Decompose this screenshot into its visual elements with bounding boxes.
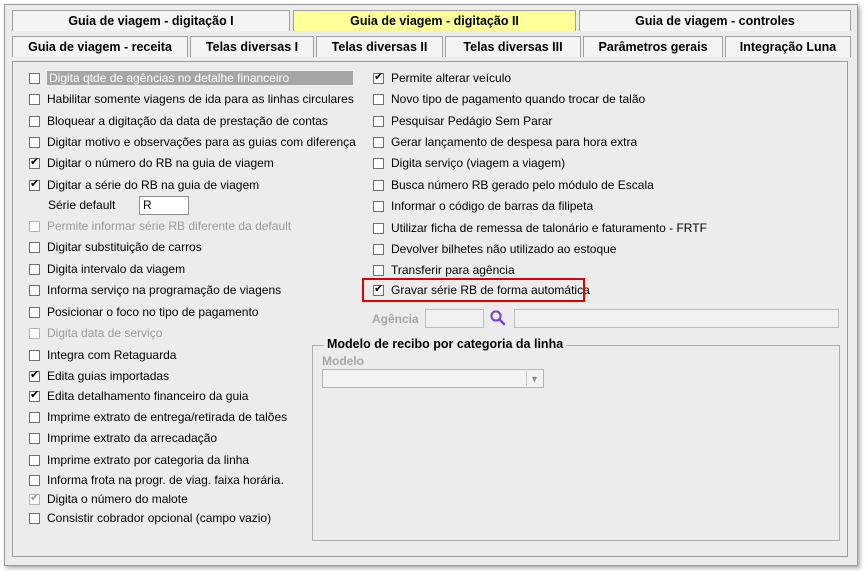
checkbox[interactable] xyxy=(29,371,40,382)
checkbox[interactable] xyxy=(29,350,40,361)
option-label: Imprime extrato de entrega/retirada de talões xyxy=(47,410,288,424)
checkbox[interactable] xyxy=(29,264,40,275)
checkbox[interactable] xyxy=(29,285,40,296)
option-servico-programacao[interactable] xyxy=(29,281,281,299)
checkbox[interactable] xyxy=(29,116,40,127)
option-label: Digita qtde de agências no detalhe financeiro xyxy=(47,71,353,85)
checkbox[interactable] xyxy=(29,433,40,444)
agencia-name-input xyxy=(514,309,839,328)
checkbox[interactable] xyxy=(373,244,384,255)
option-label: Utilizar ficha de remessa de talonário e faturamento - FRTF xyxy=(391,221,707,235)
highlight-box xyxy=(362,278,585,302)
option-label: Edita detalhamento financeiro da guia xyxy=(47,389,249,403)
checkbox[interactable] xyxy=(29,180,40,191)
option-label: Busca número RB gerado pelo módulo de Escala xyxy=(391,178,654,192)
tab-parametros-gerais[interactable]: Parâmetros gerais xyxy=(583,36,723,57)
option-label: Permite alterar veículo xyxy=(391,71,512,85)
option-label: Digitar substituição de carros xyxy=(47,240,202,254)
option-pedagio-sem-parar[interactable] xyxy=(373,112,552,130)
checkbox[interactable] xyxy=(29,158,40,169)
option-label: Habilitar somente viagens de ida para as linhas circulares xyxy=(47,92,354,106)
option-bloquear-data[interactable] xyxy=(29,112,328,130)
option-retaguarda[interactable] xyxy=(29,346,176,364)
checkbox[interactable] xyxy=(373,94,384,105)
tab-telas-diversas-2[interactable]: Telas diversas II xyxy=(316,36,443,57)
option-label: Digita serviço (viagem a viagem) xyxy=(391,156,566,170)
checkbox[interactable] xyxy=(373,201,384,212)
option-qtde-agencias[interactable] xyxy=(29,69,353,87)
option-extrato-taloes[interactable] xyxy=(29,408,287,426)
option-digita-servico[interactable] xyxy=(373,154,565,172)
checkbox[interactable] xyxy=(29,242,40,253)
modelo-select[interactable] xyxy=(322,369,544,388)
option-frota-faixa[interactable] xyxy=(29,471,284,489)
checkbox[interactable] xyxy=(29,513,40,524)
option-label: Digitar o número do RB na guia de viagem xyxy=(47,156,274,170)
tab-guia-controles[interactable]: Guia de viagem - controles xyxy=(579,10,851,31)
option-label: Imprime extrato da arrecadação xyxy=(47,431,218,445)
checkbox[interactable] xyxy=(373,180,384,191)
option-label: Digita data de serviço xyxy=(47,326,163,340)
option-foco-pagamento[interactable] xyxy=(29,303,258,321)
option-label: Gerar lançamento de despesa para hora extra xyxy=(391,135,638,149)
checkbox[interactable] xyxy=(373,158,384,169)
agencia-code-input[interactable] xyxy=(425,309,484,328)
option-label: Consistir cobrador opcional (campo vazio) xyxy=(47,511,272,525)
option-label: Integra com Retaguarda xyxy=(47,348,177,362)
option-label: Edita guias importadas xyxy=(47,369,170,383)
checkbox[interactable] xyxy=(373,137,384,148)
checkbox[interactable] xyxy=(29,455,40,466)
checkbox[interactable] xyxy=(29,494,40,505)
option-label: Informar o código de barras da filipeta xyxy=(391,199,594,213)
tab-guia-receita[interactable]: Guia de viagem - receita xyxy=(12,36,188,57)
checkbox[interactable] xyxy=(29,307,40,318)
checkbox[interactable] xyxy=(29,73,40,84)
option-alterar-veiculo[interactable] xyxy=(373,69,511,87)
option-label: Pesquisar Pedágio Sem Parar xyxy=(391,114,553,128)
option-frtf[interactable] xyxy=(373,219,707,237)
option-devolver-bilhetes[interactable] xyxy=(373,240,616,258)
option-label: Gravar série RB de forma automática xyxy=(391,283,590,297)
option-novo-tipo-pagamento[interactable] xyxy=(373,90,645,108)
option-substituicao-carros[interactable] xyxy=(29,238,202,256)
checkbox[interactable] xyxy=(373,116,384,127)
search-icon[interactable] xyxy=(489,309,507,327)
option-detalhamento-financeiro[interactable] xyxy=(29,387,248,405)
option-numero-rb[interactable] xyxy=(29,154,274,172)
checkbox[interactable] xyxy=(29,137,40,148)
option-numero-malote[interactable] xyxy=(29,490,188,508)
option-serie-rb[interactable] xyxy=(29,176,259,194)
option-label: Digitar motivo e observações para as guias com diferença xyxy=(47,135,356,149)
tab-telas-diversas-1[interactable]: Telas diversas I xyxy=(190,36,314,57)
option-cobrador-opcional[interactable] xyxy=(29,509,271,527)
option-label: Digita intervalo da viagem xyxy=(47,262,186,276)
tab-integracao-luna[interactable]: Integração Luna xyxy=(725,36,851,57)
checkbox[interactable] xyxy=(29,328,40,339)
checkbox[interactable] xyxy=(373,223,384,234)
option-motivo-obs[interactable] xyxy=(29,133,356,151)
option-transferir-agencia[interactable] xyxy=(373,261,515,279)
option-label: Bloquear a digitação da data de prestação de contas xyxy=(47,114,328,128)
checkbox[interactable] xyxy=(373,265,384,276)
option-label: Informa frota na progr. de viag. faixa horária. xyxy=(47,473,284,487)
chevron-down-icon[interactable]: ▼ xyxy=(526,371,542,386)
option-serie-diferente[interactable] xyxy=(29,217,291,235)
option-busca-rb-escala[interactable] xyxy=(373,176,654,194)
option-despesa-hora-extra[interactable] xyxy=(373,133,637,151)
option-label: Digitar a série do RB na guia de viagem xyxy=(47,178,260,192)
checkbox[interactable] xyxy=(29,391,40,402)
tab-guia-digitacao-1[interactable]: Guia de viagem - digitação I xyxy=(12,10,290,31)
checkbox[interactable] xyxy=(29,221,40,232)
checkbox[interactable] xyxy=(29,475,40,486)
option-label: Permite informar série RB diferente da default xyxy=(47,219,292,233)
serie-default-label: Série default xyxy=(48,198,116,212)
option-intervalo-viagem[interactable] xyxy=(29,260,185,278)
option-label: Imprime extrato por categoria da linha xyxy=(47,453,250,467)
option-label: Digita o número do malote xyxy=(47,492,188,506)
agencia-label: Agência xyxy=(372,312,419,326)
modelo-label: Modelo xyxy=(322,354,364,368)
group-title: Modelo de recibo por categoria da linha xyxy=(324,337,566,351)
option-label: Informa serviço na programação de viagens xyxy=(47,283,282,297)
option-extrato-arrecadacao[interactable] xyxy=(29,429,217,447)
checkbox[interactable] xyxy=(29,94,40,105)
checkbox[interactable] xyxy=(373,73,384,84)
tab-guia-digitacao-2[interactable]: Guia de viagem - digitação II xyxy=(293,10,576,31)
option-label: Posicionar o foco no tipo de pagamento xyxy=(47,305,259,319)
option-codigo-barras[interactable] xyxy=(373,197,593,215)
tab-telas-diversas-3[interactable]: Telas diversas III xyxy=(445,36,581,57)
option-label: Novo tipo de pagamento quando trocar de talão xyxy=(391,92,646,106)
serie-default-input[interactable]: R xyxy=(139,196,189,215)
option-data-servico[interactable] xyxy=(29,324,162,342)
option-extrato-categoria[interactable] xyxy=(29,451,249,469)
option-guias-importadas[interactable] xyxy=(29,367,169,385)
option-viagens-ida[interactable] xyxy=(29,90,354,108)
checkbox[interactable] xyxy=(29,412,40,423)
option-label: Devolver bilhetes não utilizado ao estoque xyxy=(391,242,617,256)
option-label: Transferir para agência xyxy=(391,263,515,277)
